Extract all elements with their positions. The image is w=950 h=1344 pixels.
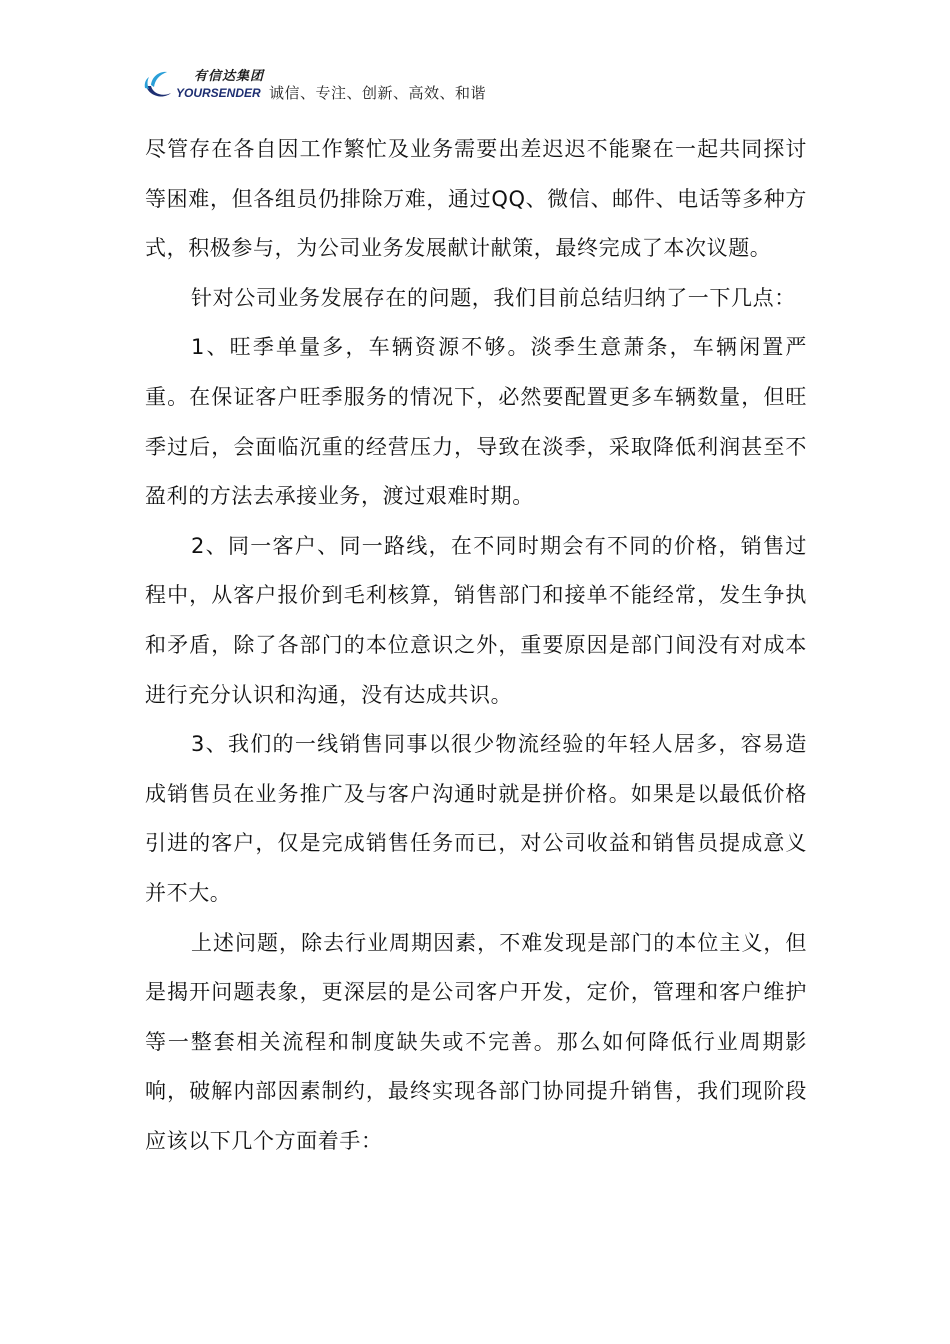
paragraph-point-1: 1、旺季单量多，车辆资源不够。淡季生意萧条，车辆闲置严重。在保证客户旺季服务的情况下，必然要配置更多车辆数量，但旺季过后，会面临沉重的经营压力，导致在淡季，采取降低利润甚至不盈利的方法去承接业务，渡过艰难时期。	[145, 335, 807, 509]
logo-english-name: YOURSENDER	[176, 85, 261, 100]
swoosh-logo-icon	[143, 66, 173, 102]
paragraph-summary-intro: 针对公司业务发展存在的问题，我们目前总结归纳了一下几点：	[191, 285, 796, 310]
company-logo	[143, 62, 264, 106]
logo-chinese-name: 有信达集团	[194, 68, 265, 84]
paragraph-point-3: 3、我们的一线销售同事以很少物流经验的年轻人居多，容易造成销售员在业务推广及与客户沟通时就是拼价格。如果是以最低价格引进的客户，仅是完成销售任务而已，对公司收益和销售员提成意义并不大。	[145, 732, 807, 905]
document-body	[145, 125, 807, 1166]
logo-wordmark	[176, 70, 264, 99]
paragraph-collaboration: 尽管存在各自因工作繁忙及业务需要出差迟迟不能聚在一起共同探讨等困难，但各组员仍排除万难，通过QQ、微信、邮件、电话等多种方式，积极参与，为公司业务发展献计献策，最终完成了本次议题。	[145, 137, 807, 261]
company-slogan: 诚信、专注、创新、高效、和谐	[269, 84, 487, 102]
paragraph-conclusion: 上述问题，除去行业周期因素，不难发现是部门的本位主义，但是揭开问题表象，更深层的是公司客户开发，定价，管理和客户维护等一整套相关流程和制度缺失或不完善。那么如何降低行业周期影响，破解内部因素制约，最终实现各部门协同提升销售，我们现阶段应该以下几个方面着手：	[145, 930, 807, 1153]
paragraph-point-2: 2、同一客户、同一路线，在不同时期会有不同的价格，销售过程中，从客户报价到毛利核算，销售部门和接单不能经常，发生争执和矛盾，除了各部门的本位意识之外，重要原因是部门间没有对成本进行充分认识和沟通，没有达成共识。	[145, 533, 807, 707]
page-header	[143, 62, 486, 106]
